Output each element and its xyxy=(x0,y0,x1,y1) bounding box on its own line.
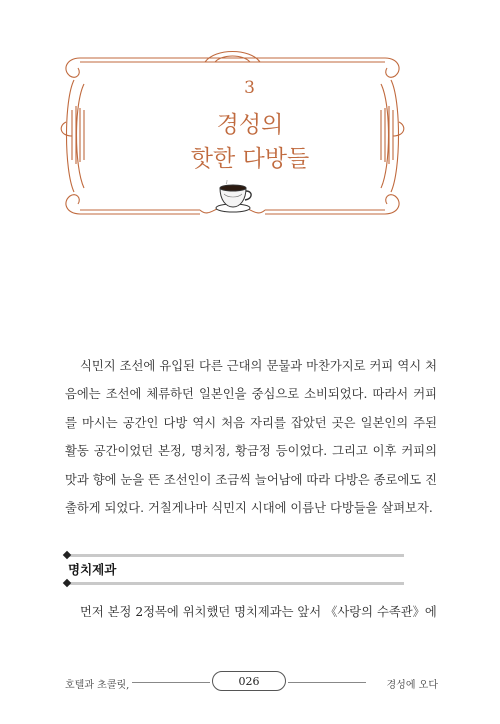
footer-rule-right xyxy=(288,682,366,683)
section-rule-top xyxy=(66,554,404,557)
section-rule-bottom xyxy=(66,582,404,585)
page-number: 026 xyxy=(212,671,286,691)
section-paragraph: 먼저 본정 2정목에 위치했던 명치제과는 앞서 《사랑의 수족관》에 xyxy=(80,605,437,619)
coffee-cup-icon xyxy=(214,180,254,214)
footer-book-title: 호텔과 초콜릿, xyxy=(65,680,130,691)
intro-paragraph: 식민지 조선에 유입된 다른 근대의 문물과 마찬가지로 커피 역시 처음에는 조선에 체류하던 일본인을 중심으로 소비되었다. 따라서 커피를 마시는 공간인 다방 역시 처음 자리를 잡았던 곳은 일본인의 주된 활동 공간이었던 본정, 명치정, 황금정 등이었다. 그리고 이후 커피의 맛과 향에 눈을 뜬 조선인이 조금씩 늘어남에 따라 다방은 종로에도 진출하게 되었다. 거칠게나마 식민지 시대에 이름난 다방들을 살펴보자. xyxy=(65,359,437,516)
section-title: 명치제과 xyxy=(68,562,117,577)
chapter-title xyxy=(0,108,500,176)
chapter-title-line-1: 경성의 xyxy=(216,112,284,138)
chapter-number: 3 xyxy=(244,78,256,98)
chapter-title-line-2: 핫한 다방들 xyxy=(190,146,310,172)
diamond-bullet-icon xyxy=(63,579,71,587)
footer-rule-left xyxy=(132,682,210,683)
footer-chapter-title: 경성에 오다 xyxy=(386,680,438,691)
diamond-bullet-icon xyxy=(63,551,71,559)
